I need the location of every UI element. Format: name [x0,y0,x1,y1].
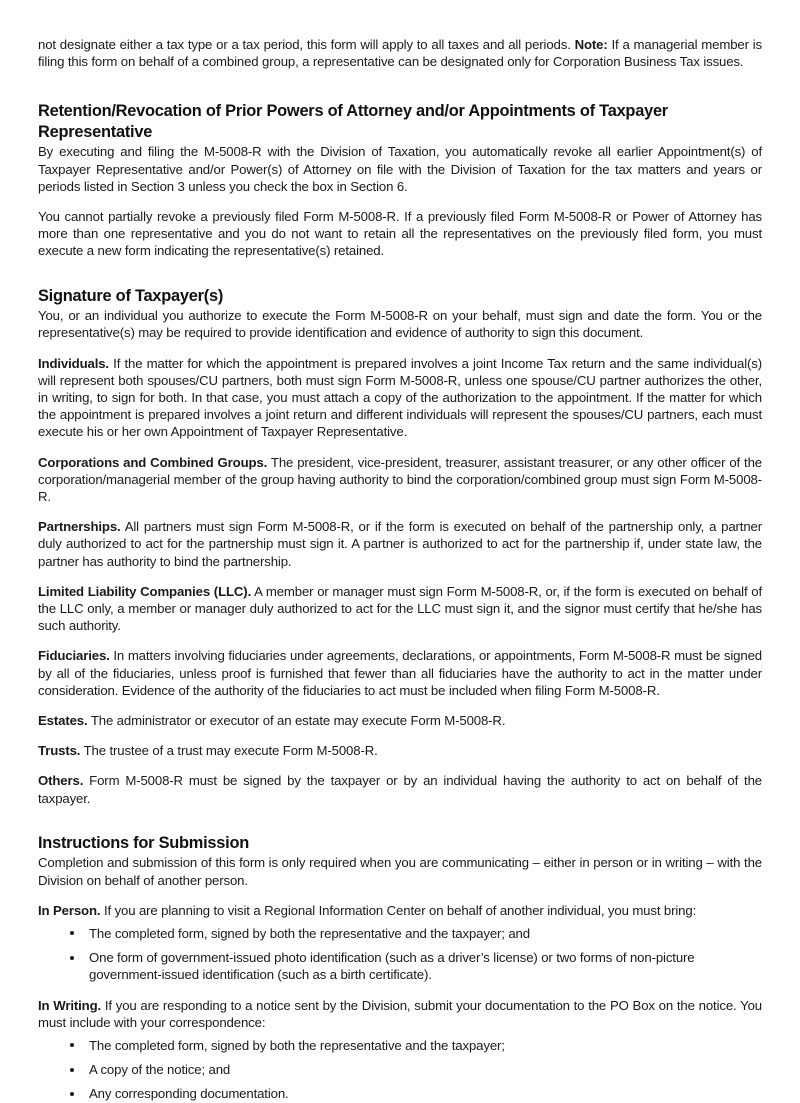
paragraph-spacer [38,759,762,772]
list-item-text: Any corresponding documentation. [89,1086,289,1102]
entry-label-fiduciaries: Fiduciaries. [38,648,110,664]
paragraph-spacer [38,570,762,583]
paragraph-spacer [38,195,762,208]
bullet-dot-icon [70,956,74,960]
entry-individuals [38,355,762,441]
bullet-dot-icon [70,931,74,935]
entry-label-others: Others. [38,773,84,789]
section-heading-retention-revocation: Retention/Revocation of Prior Powers of Attorney and/or Appointments of Taxpayer Representative [38,102,668,141]
entry-text-individuals: If the matter for which the appointment is prepared involves a joint Income Tax return and the same individual(s) will represent both spouses/CU partners, both must sign Form M-5008-R, unless one spouse/CU partner authorizes the other, in writing, to sign for both. In that case, you must attach a copy of the authorization to the appointment. If the matter for which the appointment is prepared involves a joint return and different individuals will represent the spouses/CU partners, each must execute his or her own Appointment of Taxpayer Representative. [38,355,762,440]
top-paragraph-rest: If a managerial member is filing this form on behalf of a combined group, a representative can be designated only for Corporation Business Tax issues. [38,37,762,70]
section-retention-revocation [38,101,762,259]
subsection-in-writing [38,997,762,1031]
paragraph-spacer [38,699,762,712]
entry-trusts [38,742,762,759]
entry-others [38,772,762,806]
entry-fiduciaries [38,647,762,699]
paragraph-spacer [38,342,762,355]
bullet-dot-icon [70,1068,74,1072]
submission-intro-paragraph: Completion and submission of this form is only required when you are communicating – either in person or in writing – with the Division on behalf of another person. [38,855,762,888]
entry-text-fiduciaries: In matters involving fiduciaries under agreements, declarations, or appointments, Form M-5008-R must be signed by all of the fiduciaries, unless proof is furnished that fewer than all fiduciaries have the authority to act in the matter under consideration. Evidence of the authority of the fiduciaries to act must be included when filing Form M-5008-R. [38,648,762,698]
entry-partnerships [38,518,762,570]
list-item [69,925,762,942]
section-heading-instructions-for-submission: Instructions for Submission [38,833,250,852]
note-label: Note: [574,37,608,52]
list-item [69,949,762,983]
subsection-text-in-writing: If you are responding to a notice sent by the Division, submit your documentation to the PO Box on the notice. You must include with your correspondence: [38,997,762,1030]
list-item-text: The completed form, signed by both the representative and the taxpayer; [89,1037,505,1053]
entry-text-estates: The administrator or executor of an estate may execute Form M-5008-R. [87,712,506,728]
retention-paragraph-1: By executing and filing the M-5008-R with the Division of Taxation, you automatically revoke all earlier Appointment(s) of Taxpayer Representative and/or Power(s) of Attorney on file with the Division of Taxation for the tax matters and years or periods listed in Section 3 unless you check the box in Section 6. [38,144,762,194]
entry-corporations-combined-groups [38,454,762,506]
top-continuation-paragraph [38,36,762,70]
section-instructions-for-submission [38,833,762,1103]
list-item [69,1061,762,1078]
entry-text-limited-liability-companies: A member or manager must sign Form M-5008-R, or, if the form is executed on behalf of the LLC only, a member or manager duly authorized to act for the LLC must sign it, and the signor must certify that he/she has such authority. [38,583,762,634]
top-paragraph-lead: not designate either a tax type or a tax period, this form will apply to all taxes and all periods. [38,37,575,52]
entry-limited-liability-companies [38,583,762,635]
in-writing-bullet-list [38,1037,762,1103]
paragraph-spacer [38,889,762,902]
entry-estates [38,712,762,729]
section-heading-signature-of-taxpayers: Signature of Taxpayer(s) [38,286,224,305]
paragraph-spacer [38,729,762,742]
list-item-text: A copy of the notice; and [89,1062,231,1078]
entry-label-corporations-combined-groups: Corporations and Combined Groups. [38,454,268,470]
paragraph-spacer [38,441,762,454]
section-signature-of-taxpayers [38,286,762,807]
list-item-text: The completed form, signed by both the representative and the taxpayer; and [89,925,530,941]
entry-label-limited-liability-companies: Limited Liability Companies (LLC). [38,583,252,599]
subsection-label-in-writing: In Writing. [38,997,102,1013]
entry-label-estates: Estates. [38,712,88,728]
subsection-text-in-person: If you are planning to visit a Regional Information Center on behalf of another individual, you must bring: [100,902,697,918]
entry-text-corporations-combined-groups: The president, vice-president, treasurer, assistant treasurer, or any other officer of the corporation/managerial member of the group having authority to bind the corporation/combined group must sign Form M-5008-R. [38,454,762,504]
entry-label-partnerships: Partnerships. [38,519,121,535]
entry-text-partnerships: All partners must sign Form M-5008-R, or if the form is executed on behalf of the partnership only, a partner duly authorized to act for the partnership must sign it. A partner is authorized to act for the partnership if, under state law, the partner has authority to bind the partnership. [38,519,762,569]
signature-intro-paragraph: You, or an individual you authorize to execute the Form M-5008-R on your behalf, must sign and date the form. You or the representative(s) may be required to provide identification and evidence of authority to sign this document. [38,308,762,341]
in-person-bullet-list [38,925,762,984]
entry-text-others: Form M-5008-R must be signed by the taxpayer or by an individual having the authority to act on behalf of the taxpayer. [38,773,762,806]
subsection-label-in-person: In Person. [38,902,101,918]
list-item [69,1037,762,1054]
entry-label-trusts: Trusts. [38,743,81,759]
entry-label-individuals: Individuals. [38,355,109,371]
list-item [69,1085,762,1102]
paragraph-spacer [38,634,762,647]
list-item-text: One form of government-issued photo identification (such as a driver’s license) or two forms of non-picture government-issued identification (such as a birth certificate). [89,950,695,983]
page-content [38,36,762,1103]
entry-text-trusts: The trustee of a trust may execute Form M-5008-R. [80,743,378,759]
subsection-in-person [38,902,762,919]
bullet-dot-icon [70,1043,74,1047]
retention-paragraph-2: You cannot partially revoke a previously filed Form M-5008-R. If a previously filed Form M-5008-R or Power of Attorney has more than one representative and you do not want to retain all the representatives on the previously filed form, you must execute a new form indicating the representative(s) retained. [38,209,762,259]
paragraph-spacer [38,505,762,518]
bullet-dot-icon [70,1092,74,1096]
paragraph-spacer [38,984,762,997]
